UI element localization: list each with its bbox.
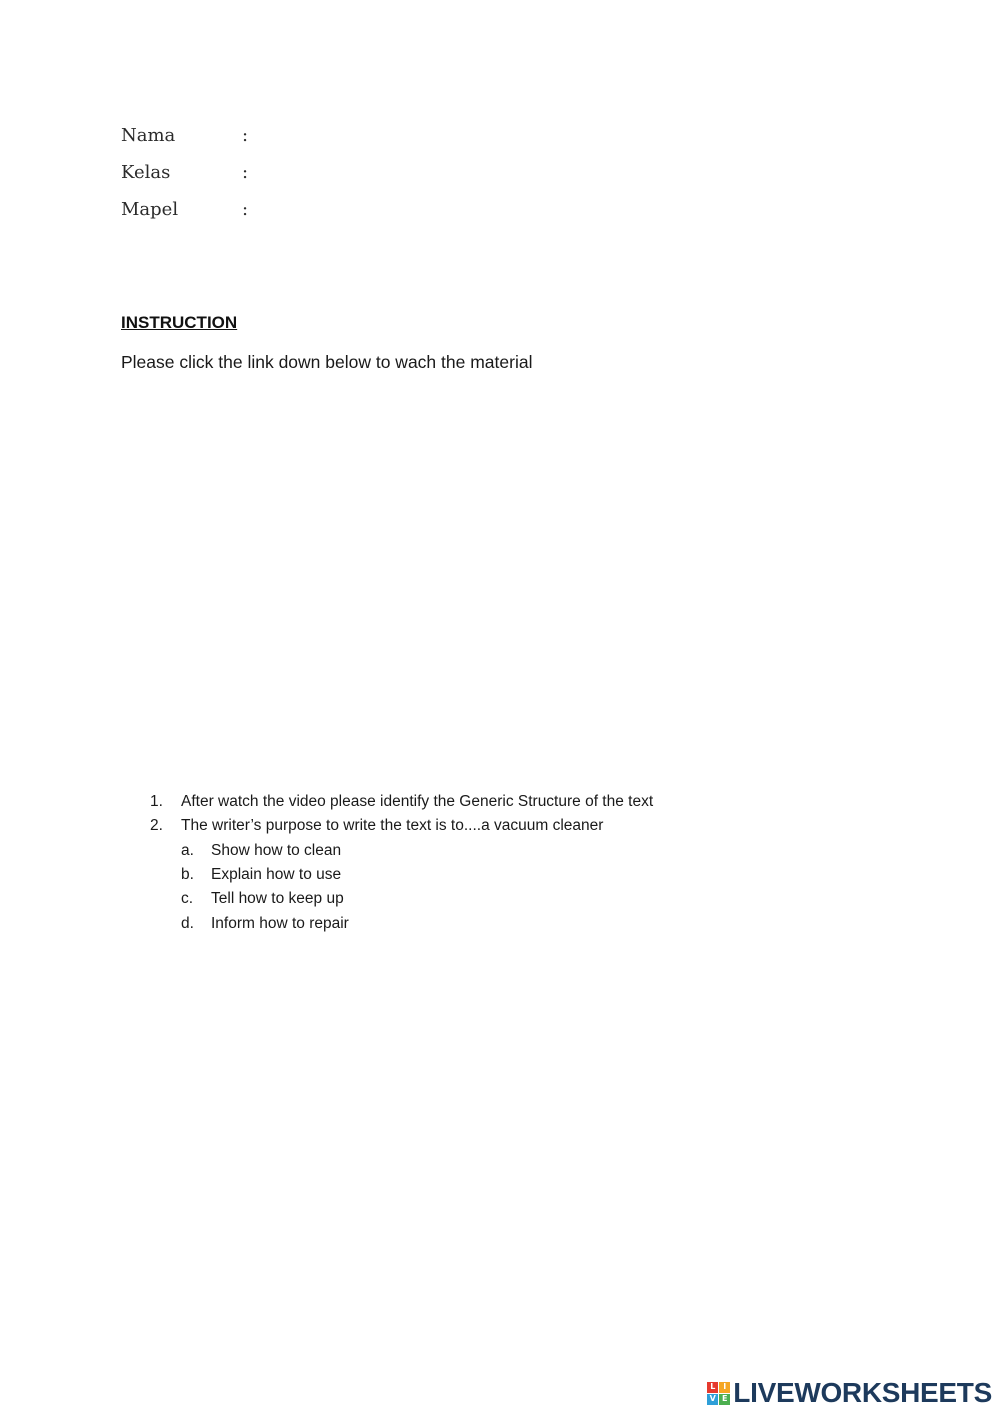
liveworksheets-logo-icon bbox=[707, 1382, 730, 1405]
option-letter: b. bbox=[181, 866, 194, 884]
field-label-nama: Nama bbox=[121, 125, 176, 146]
field-separator: : bbox=[242, 125, 249, 146]
field-separator: : bbox=[242, 162, 249, 183]
option-letter: c. bbox=[181, 890, 194, 908]
option-text: Explain how to use bbox=[211, 866, 342, 884]
option-text: Show how to clean bbox=[211, 841, 342, 859]
student-info-fields bbox=[121, 117, 262, 228]
logo-letter-i: I bbox=[719, 1382, 730, 1393]
liveworksheets-brand bbox=[707, 1379, 992, 1407]
question-text: The writer’s purpose to write the text is to....a vacuum cleaner bbox=[181, 817, 604, 835]
field-label-mapel: Mapel bbox=[121, 199, 179, 220]
answer-option bbox=[150, 863, 653, 887]
field-row-kelas bbox=[121, 154, 262, 191]
field-row-nama bbox=[121, 117, 262, 154]
question-number: 1. bbox=[150, 793, 163, 811]
brand-name: LIVEWORKSHEETS bbox=[733, 1377, 992, 1408]
option-letter: d. bbox=[181, 914, 194, 932]
question-text: After watch the video please identify the Generic Structure of the text bbox=[181, 793, 654, 811]
logo-letter-v: V bbox=[707, 1394, 718, 1405]
answer-option bbox=[150, 911, 653, 935]
option-text: Tell how to keep up bbox=[211, 890, 344, 908]
option-letter: a. bbox=[181, 841, 194, 859]
field-label-kelas: Kelas bbox=[121, 162, 171, 183]
instruction-heading: INSTRUCTION bbox=[121, 313, 238, 332]
field-row-mapel bbox=[121, 191, 262, 228]
field-separator: : bbox=[242, 199, 249, 220]
logo-letter-l: L bbox=[707, 1382, 718, 1393]
question-number: 2. bbox=[150, 817, 163, 835]
question-item bbox=[150, 814, 653, 838]
option-text: Inform how to repair bbox=[211, 914, 349, 932]
question-item bbox=[150, 790, 653, 814]
logo-letter-e: E bbox=[719, 1394, 730, 1405]
answer-option bbox=[150, 887, 653, 911]
instruction-text: Please click the link down below to wach the material bbox=[121, 352, 533, 372]
answer-option bbox=[150, 839, 653, 863]
question-list bbox=[150, 790, 653, 936]
